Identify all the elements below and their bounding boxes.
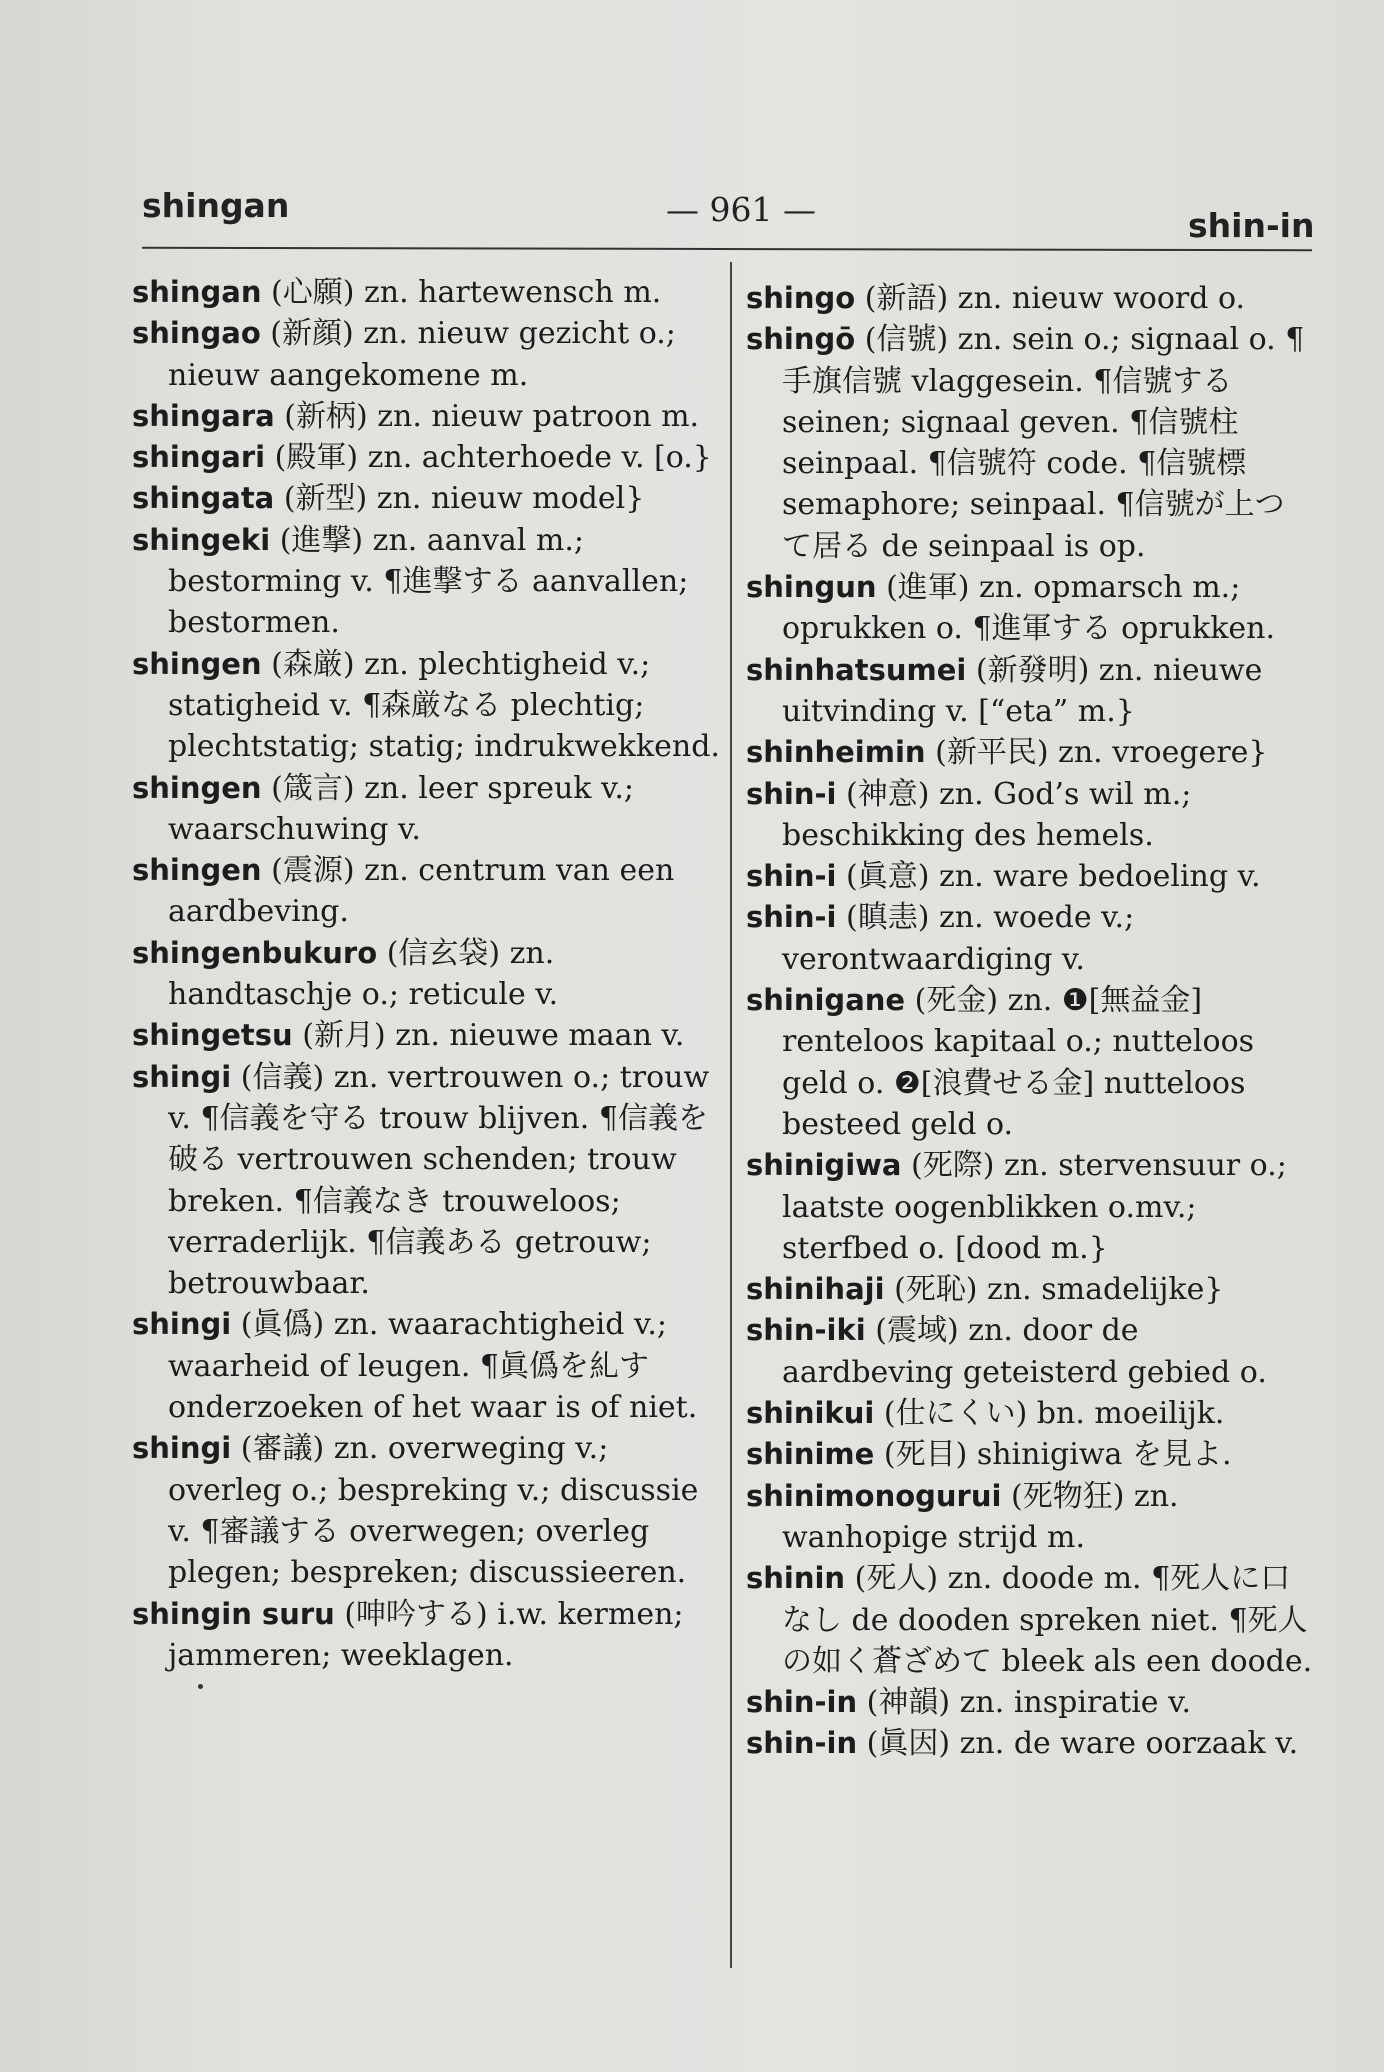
column-divider (730, 262, 732, 1968)
entry-headword: shingara (132, 398, 275, 433)
dictionary-entry (132, 933, 720, 1016)
entry-definition: (信義) zn. vertrouwen o.; trouw v. ¶信義を守る trouw blijven. ¶信義を破る vertrouwen schenden; trouw breken. ¶信義なき trouweloos; verraderlijk. ¶信義ある getrouw; betrouwbaar. (168, 1059, 710, 1302)
entry-headword: shingun (746, 570, 877, 605)
dictionary-entry (132, 1304, 720, 1428)
dictionary-entry (746, 732, 1314, 773)
entry-definition: (死金) zn. ❶[無益金] renteloos kapitaal o.; nutteloos geld o. ❷[浪費せる金] nutteloos besteed geld o. (782, 983, 1255, 1142)
entry-definition: (心願) zn. hartewensch m. (271, 275, 662, 310)
entry-headword: shingi (132, 1431, 232, 1466)
entry-headword: shinime (746, 1437, 875, 1472)
entry-definition: (新顔) zn. nieuw gezicht o.; nieuw aangekomene m. (168, 316, 676, 393)
entry-definition: (進軍) zn. opmarsch m.; oprukken o. ¶進軍する oprukken. (782, 570, 1276, 647)
header-last-headword: shin-in (1188, 206, 1315, 245)
entry-definition: (死人) zn. doode m. ¶死人に口なし de dooden spreken niet. ¶死人の如く蒼ざめて bleek als een doode. (782, 1561, 1313, 1679)
dictionary-entry (746, 980, 1314, 1145)
dictionary-entry (132, 1057, 720, 1305)
entry-headword: shingetsu (132, 1018, 293, 1053)
dictionary-entry (746, 1269, 1314, 1310)
entry-definition: (眞因) zn. de ware oorzaak v. (866, 1726, 1299, 1762)
entry-definition: (死恥) zn. smadelijke} (894, 1272, 1224, 1308)
dictionary-entry (746, 897, 1314, 980)
entry-headword: shingata (132, 481, 275, 516)
entry-headword: shingi (132, 1307, 232, 1342)
dictionary-entry (746, 319, 1314, 567)
left-column (132, 272, 720, 1676)
dictionary-entry (132, 644, 720, 768)
entry-headword: shinihaji (746, 1272, 885, 1307)
entry-definition: (死物狂) zn. wanhopige strijd m. (782, 1478, 1179, 1555)
right-column (746, 278, 1314, 1765)
entry-definition: (新月) zn. nieuwe maan v. (302, 1018, 685, 1054)
entry-definition: (眞意) zn. ware bedoeling v. (846, 859, 1261, 895)
entry-headword: shinikui (746, 1396, 875, 1431)
entry-headword: shingen (132, 770, 262, 805)
entry-headword: shingari (132, 440, 266, 475)
entry-definition: (震源) zn. centrum van een aardbeving. (168, 853, 675, 930)
entry-headword: shingan (132, 275, 262, 309)
entry-definition: (神韻) zn. inspiratie v. (866, 1685, 1192, 1721)
dictionary-entry (132, 850, 720, 933)
entry-headword: shin-i (746, 859, 837, 894)
entry-definition: (信號) zn. sein o.; signaal o. ¶手旗信號 vlaggesein. ¶信號する seinen; signaal geven. ¶信號柱 seinpaal. ¶信號符 code. ¶信號標 semaphore; seinpaal. ¶信號が上つて居る de seinpaal is op. (782, 322, 1305, 564)
dictionary-entry (132, 768, 720, 851)
entry-headword: shingao (132, 316, 261, 351)
entry-definition: (新型) zn. nieuw model} (283, 481, 645, 517)
entry-definition: (死際) zn. stervensuur o.; laatste oogenblikken o.mv.; sterfbed o. [dood m.} (782, 1148, 1287, 1266)
entry-headword: shinheimin (746, 735, 926, 770)
entry-definition: (進撃) zn. aanval m.; bestorming v. ¶進撃する aanvallen; bestormen. (168, 522, 689, 641)
print-speck (198, 1684, 203, 1689)
dictionary-entry (746, 567, 1314, 650)
dictionary-entry (132, 313, 720, 396)
dictionary-entry (746, 1558, 1314, 1682)
entry-definition: (審議) zn. overweging v.; overleg o.; bespreking v.; discussie v. ¶審議する overwegen; overleg plegen; bespreken; discussieeren. (168, 1431, 699, 1591)
dictionary-entry (746, 650, 1314, 733)
entry-headword: shingeki (132, 522, 271, 557)
entry-headword: shingō (746, 322, 856, 357)
entry-definition: (呻吟する) i.w. kermen; jammeren; weeklagen. (168, 1596, 684, 1673)
entry-definition: (瞋恚) zn. woede v.; verontwaardiging v. (782, 900, 1135, 977)
entry-headword: shingenbukuro (132, 935, 378, 970)
entry-headword: shin-in (746, 1726, 858, 1761)
dictionary-entry (132, 272, 720, 313)
entry-headword: shinigiwa (746, 1148, 902, 1183)
entry-headword: shin-iki (746, 1313, 866, 1348)
entry-headword: shin-i (746, 900, 837, 935)
entry-headword: shingi (132, 1059, 232, 1094)
entry-definition: (死目) shinigiwa を見よ. (883, 1437, 1232, 1473)
dictionary-entry (746, 1393, 1314, 1434)
dictionary-entry (746, 278, 1314, 319)
entry-headword: shingin suru (132, 1596, 335, 1631)
dictionary-entry (132, 437, 720, 478)
dictionary-entry (746, 774, 1314, 857)
dictionary-entry (746, 1682, 1314, 1723)
dictionary-entry (746, 1476, 1314, 1559)
entry-definition: (眞僞) zn. waarachtigheid v.; waarheid of leugen. ¶眞僞を糺す onderzoeken of het waar is of niet. (168, 1307, 698, 1426)
entry-headword: shingo (746, 281, 856, 315)
entry-definition: (新發明) zn. nieuwe uitvinding v. [“eta” m.} (782, 652, 1263, 729)
dictionary-entry (132, 520, 720, 644)
page-number: — 961 — (666, 190, 816, 229)
dictionary-entry (132, 1015, 720, 1056)
entry-definition: (震域) zn. door de aardbeving geteisterd gebied o. (782, 1313, 1267, 1390)
entry-headword: shinin (746, 1561, 846, 1596)
entry-definition: (森厳) zn. plechtigheid v.; statigheid v. ¶森厳なる plechtig; plechtstatig; statig; indrukwekkend. (168, 646, 720, 765)
entry-definition: (箴言) zn. leer spreuk v.; waarschuwing v. (168, 770, 635, 847)
entry-definition: (神意) zn. God’s wil m.; beschikking des hemels. (782, 776, 1192, 853)
entry-headword: shin-i (746, 776, 837, 811)
dictionary-entry (746, 1145, 1314, 1269)
entry-headword: shingen (132, 853, 262, 888)
entry-definition: (信玄袋) zn. handtaschje o.; reticule v. (168, 935, 559, 1013)
header-first-headword: shingan (142, 186, 290, 225)
entry-definition: (仕にくい) bn. moeilijk. (883, 1396, 1225, 1432)
entry-definition: (殿軍) zn. achterhoede v. [o.} (274, 440, 712, 476)
dictionary-entry (746, 1310, 1314, 1393)
dictionary-entry (132, 1594, 720, 1677)
dictionary-entry (132, 1428, 720, 1593)
entry-definition: (新柄) zn. nieuw patroon m. (284, 398, 700, 434)
dictionary-entry (746, 1434, 1314, 1475)
entry-headword: shin-in (746, 1685, 858, 1720)
entry-headword: shinimonogurui (746, 1478, 1002, 1513)
entry-headword: shingen (132, 646, 262, 681)
entry-definition: (新語) zn. nieuw woord o. (864, 281, 1246, 316)
dictionary-entry (132, 396, 720, 437)
entry-headword: shinigane (746, 983, 906, 1018)
dictionary-entry (746, 856, 1314, 897)
dictionary-entry (746, 1723, 1314, 1764)
entry-definition: (新平民) zn. vroegere} (935, 735, 1268, 771)
entry-headword: shinhatsumei (746, 652, 967, 687)
dictionary-entry (132, 478, 720, 519)
page-header (0, 0, 1384, 260)
